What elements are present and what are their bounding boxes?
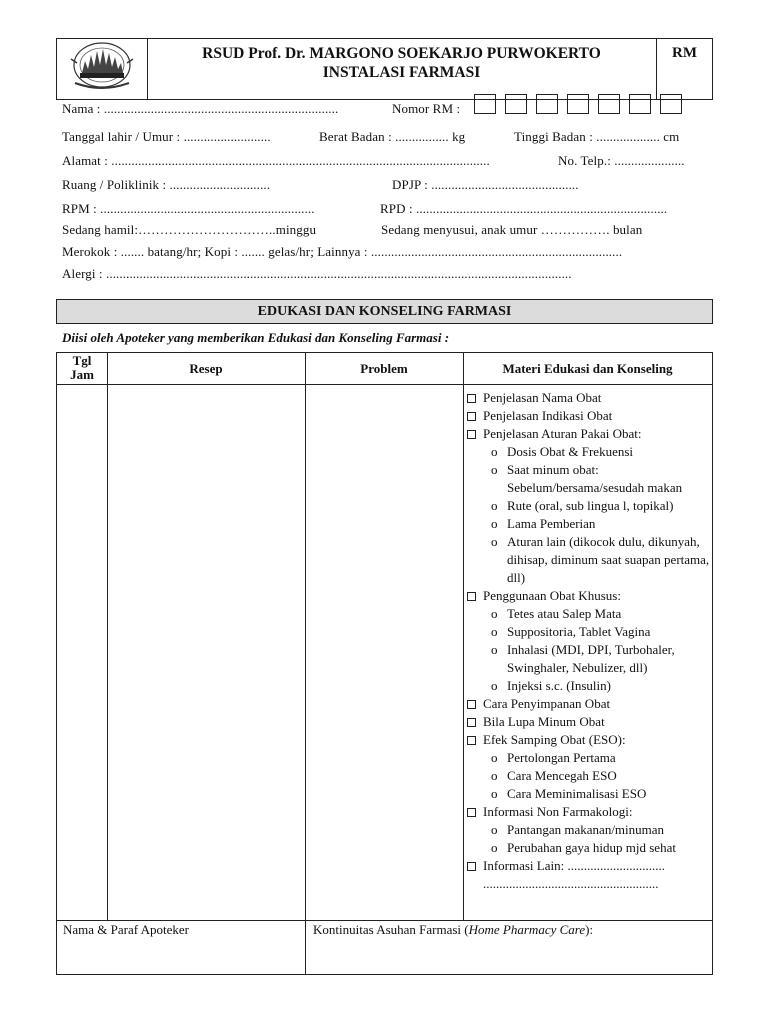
materi-sub-item <box>465 443 710 461</box>
checkbox-icon[interactable] <box>467 592 476 601</box>
materi-item-label: Pertolongan Pertama <box>507 750 616 765</box>
materi-item-label: Informasi Non Farmakologi: <box>483 804 633 819</box>
materi-item-label: Tetes atau Salep Mata <box>507 606 622 621</box>
checkbox-icon[interactable] <box>467 736 476 745</box>
nomor-rm-label: Nomor RM : <box>392 101 461 116</box>
ruang-field[interactable]: Ruang / Poliklinik : .............................. <box>62 177 271 192</box>
materi-item-label: Cara Penyimpanan Obat <box>483 696 611 711</box>
checkbox-icon[interactable] <box>467 808 476 817</box>
tanggal-lahir-field[interactable]: Tanggal lahir / Umur : .......................... <box>62 129 271 144</box>
nama-paraf-apoteker-label: Nama & Paraf Apoteker <box>63 922 189 937</box>
tgl-jam-cell[interactable] <box>57 385 107 920</box>
rm-label: RM <box>656 39 712 99</box>
materi-item-label: Pantangan makanan/minuman <box>507 822 665 837</box>
circle-bullet-icon: o <box>491 840 498 855</box>
column-header-tgl: Tgl <box>72 353 92 368</box>
form-header <box>56 38 713 100</box>
resep-cell[interactable] <box>108 385 305 920</box>
circle-bullet-icon: o <box>491 516 498 531</box>
circle-bullet-icon: o <box>491 444 498 459</box>
column-header-jam: Jam <box>70 367 94 382</box>
rm-digit-box[interactable] <box>567 94 589 114</box>
materi-sub-item <box>465 641 710 677</box>
rm-digit-box[interactable] <box>598 94 620 114</box>
merokok-field[interactable]: Merokok : ....... batang/hr; Kopi : ....... gelas/hr; Lainnya : ........................................................................... <box>62 244 623 259</box>
materi-item-label: Dosis Obat & Frekuensi <box>507 444 634 459</box>
dpjp-field[interactable]: DPJP : ............................................ <box>392 177 579 192</box>
rm-digit-box[interactable] <box>474 94 496 114</box>
materi-item-label: Penjelasan Indikasi Obat <box>483 408 613 423</box>
materi-sub-item <box>465 749 710 767</box>
column-header-tgl-jam <box>57 354 107 382</box>
materi-item-label: Penjelasan Aturan Pakai Obat: <box>483 426 642 441</box>
column-header-problem: Problem <box>360 361 408 376</box>
checkbox-icon[interactable] <box>467 412 476 421</box>
checkbox-icon[interactable] <box>467 430 476 439</box>
materi-checkbox-item[interactable] <box>465 695 710 713</box>
circle-bullet-icon: o <box>491 534 498 549</box>
kontinuitas-prefix: Kontinuitas Asuhan Farmasi ( <box>313 922 469 937</box>
materi-sub-item <box>465 605 710 623</box>
materi-item-label: Bila Lupa Minum Obat <box>483 714 605 729</box>
materi-item-label: Saat minum obat: Sebelum/bersama/sesudah makan <box>507 462 683 495</box>
materi-item-label: Injeksi s.c. (Insulin) <box>507 678 611 693</box>
materi-item-label: Suppositoria, Tablet Vagina <box>507 624 651 639</box>
materi-sub-item <box>465 623 710 641</box>
no-telp-field[interactable]: No. Telp.: ..................... <box>558 153 685 168</box>
materi-sub-item <box>465 461 710 497</box>
column-divider <box>463 353 464 920</box>
materi-item-label: Efek Samping Obat (ESO): <box>483 732 626 747</box>
section-title: EDUKASI DAN KONSELING FARMASI <box>56 299 713 324</box>
hospital-title-block <box>147 44 656 82</box>
materi-sub-item <box>465 821 710 839</box>
education-table <box>56 352 713 975</box>
rm-digit-box[interactable] <box>660 94 682 114</box>
materi-checkbox-item[interactable] <box>465 389 710 407</box>
circle-bullet-icon: o <box>491 678 498 693</box>
nama-field[interactable]: Nama : ...................................................................... <box>62 101 339 116</box>
hamil-field[interactable]: Sedang hamil:…………………………..minggu <box>62 222 317 237</box>
circle-bullet-icon: o <box>491 642 498 657</box>
berat-badan-field[interactable]: Berat Badan : ................ kg <box>319 129 466 144</box>
materi-checkbox-item[interactable] <box>465 587 710 605</box>
materi-item-label: Lama Pemberian <box>507 516 596 531</box>
column-header-materi: Materi Edukasi dan Konseling <box>502 361 673 376</box>
materi-sub-item <box>465 767 710 785</box>
department-name: INSTALASI FARMASI <box>322 64 481 81</box>
kontinuitas-input-area[interactable] <box>306 943 712 974</box>
materi-checkbox-item[interactable] <box>465 857 710 893</box>
materi-item-label: Cara Meminimalisasi ESO <box>507 786 647 801</box>
materi-item-label: Cara Mencegah ESO <box>507 768 617 783</box>
materi-sub-item <box>465 515 710 533</box>
materi-checkbox-item[interactable] <box>465 407 710 425</box>
materi-checkbox-item[interactable] <box>465 803 710 821</box>
circle-bullet-icon: o <box>491 606 498 621</box>
materi-item-label: Aturan lain (dikocok dulu, dikunyah, dihisap, diminum saat suapan pertama, dll) <box>507 534 710 585</box>
materi-checkbox-item[interactable] <box>465 425 710 443</box>
materi-sub-item <box>465 497 710 515</box>
circle-bullet-icon: o <box>491 624 498 639</box>
tinggi-badan-field[interactable]: Tinggi Badan : ................... cm <box>514 129 680 144</box>
materi-item-label: Informasi Lain: .............................. ...................................................... <box>483 858 665 891</box>
materi-checklist <box>465 389 710 893</box>
materi-sub-item <box>465 839 710 857</box>
circle-bullet-icon: o <box>491 786 498 801</box>
kontinuitas-italic: Home Pharmacy Care <box>468 922 586 937</box>
materi-sub-item <box>465 533 710 587</box>
alamat-field[interactable]: Alamat : ................................................................................................................. <box>62 153 490 168</box>
nama-paraf-input-area[interactable] <box>57 943 305 974</box>
materi-item-label: Perubahan gaya hidup mjd sehat <box>507 840 676 855</box>
materi-item-label: Rute (oral, sub lingua l, topikal) <box>507 498 674 513</box>
menyusui-field[interactable]: Sedang menyusui, anak umur ……………. bulan <box>381 222 643 237</box>
rm-digit-box[interactable] <box>536 94 558 114</box>
materi-checkbox-item[interactable] <box>465 731 710 749</box>
section-subtitle: Diisi oleh Apoteker yang memberikan Edukasi dan Konseling Farmasi : <box>62 330 450 345</box>
hospital-logo-icon <box>57 39 147 99</box>
alergi-field[interactable]: Alergi : ........................................................................................................................................... <box>62 266 572 281</box>
checkbox-icon[interactable] <box>467 394 476 403</box>
materi-sub-item <box>465 677 710 695</box>
rpd-field[interactable]: RPD : ........................................................................... <box>380 201 668 216</box>
checkbox-icon[interactable] <box>467 862 476 871</box>
checkbox-icon[interactable] <box>467 700 476 709</box>
circle-bullet-icon: o <box>491 768 498 783</box>
rpm-field[interactable]: RPM : ................................................................ <box>62 201 315 216</box>
rm-digit-box[interactable] <box>505 94 527 114</box>
circle-bullet-icon: o <box>491 822 498 837</box>
problem-cell[interactable] <box>306 385 463 920</box>
checkbox-icon[interactable] <box>467 718 476 727</box>
footer-row-divider <box>57 920 712 921</box>
materi-item-label: Penjelasan Nama Obat <box>483 390 602 405</box>
circle-bullet-icon: o <box>491 498 498 513</box>
materi-sub-item <box>465 785 710 803</box>
materi-checkbox-item[interactable] <box>465 713 710 731</box>
kontinuitas-suffix: ): <box>585 922 594 937</box>
column-header-resep: Resep <box>189 361 223 376</box>
rm-digit-box[interactable] <box>629 94 651 114</box>
circle-bullet-icon: o <box>491 462 498 477</box>
kontinuitas-label <box>313 922 593 938</box>
materi-item-label: Inhalasi (MDI, DPI, Turbohaler, Swinghaler, Nebulizer, dll) <box>507 642 675 675</box>
circle-bullet-icon: o <box>491 750 498 765</box>
hospital-name: RSUD Prof. Dr. MARGONO SOEKARJO PURWOKERTO <box>202 45 601 62</box>
materi-item-label: Penggunaan Obat Khusus: <box>483 588 621 603</box>
hospital-logo-cell <box>57 39 148 99</box>
